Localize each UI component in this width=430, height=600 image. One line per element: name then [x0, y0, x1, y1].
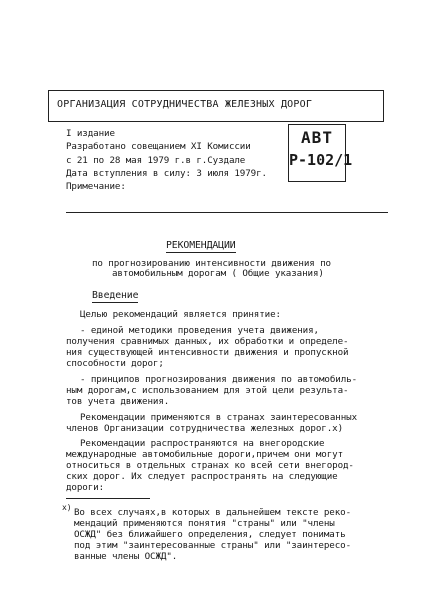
- item1-line: получения сравнимых данных, их обработки и определе-: [66, 336, 349, 347]
- footnote-divider: [66, 498, 150, 499]
- goal-sentence: Целью рекомендаций является принятие:: [80, 309, 281, 320]
- item2-line: тов учета движения.: [66, 396, 170, 407]
- item1-line: ния существующей интенсивности движения и пропускной: [66, 347, 349, 358]
- footnote-mark: x): [62, 503, 72, 512]
- dates-line: с 21 по 28 мая 1979 г.в г.Суздале: [66, 155, 246, 166]
- document-code-number: Р-102/1: [289, 151, 353, 169]
- title-line-1: по прогнозированию интенсивности движения по: [92, 258, 331, 269]
- organization-name: ОРГАНИЗАЦИЯ СОТРУДНИЧЕСТВА ЖЕЛЕЗНЫХ ДОРОГ: [57, 99, 313, 110]
- edition-line: I издание: [66, 128, 115, 139]
- effective-date-line: Дата вступления в силу: 3 июля 1979г.: [66, 168, 267, 179]
- note-line: Примечание:: [66, 181, 126, 192]
- footnote-line: ванные члены ОСЖД".: [74, 551, 178, 562]
- developed-line: Разработано совещанием XI Комиссии: [66, 141, 251, 152]
- document-code-box: [288, 124, 353, 182]
- footnote-line: под этим "заинтересованные страны" или "заинтересо-: [74, 540, 351, 551]
- paragraph2-line: ских дорог. Их следует распространять на следующие: [66, 471, 338, 482]
- paragraph1-line: Рекомендации применяются в странах заинтересованных: [80, 412, 357, 423]
- paragraph2-line: международные автомобильные дороги,причем они могут: [66, 449, 343, 460]
- title-line-2: автомобильным дорогам ( Общие указания): [112, 268, 324, 279]
- item1-line: способности дорог;: [66, 358, 164, 369]
- paragraph2-line: относиться в отдельных странах ко всей сети внегород-: [66, 460, 354, 471]
- section-divider: [66, 212, 388, 213]
- footnote-line: Во всех случаях,в которых в дальнейшем тексте реко-: [74, 507, 351, 518]
- organization-header-box: [48, 90, 384, 122]
- document-code-prefix: АВТ: [301, 128, 333, 147]
- footnote-line: мендаций применяются понятия "страны" или "члены: [74, 518, 335, 529]
- item2-line: - принципов прогнозирования движения по автомобиль-: [80, 374, 357, 385]
- paragraph1-line: членов Организации сотрудничества железных дорог.x): [66, 423, 343, 434]
- item1-line: - единой методики проведения учета движения,: [80, 325, 319, 336]
- document-title: РЕКОМЕНДАЦИИ: [166, 240, 236, 251]
- paragraph2-line: дороги:: [66, 482, 105, 493]
- item2-line: ным дорогам,с использованием для этой цели результа-: [66, 385, 349, 396]
- footnote-line: ОСЖД" без ближайшего определения, следует понимать: [74, 529, 346, 540]
- section-heading: Введение: [92, 290, 139, 301]
- paragraph2-line: Рекомендации распространяются на внегородские: [80, 438, 325, 449]
